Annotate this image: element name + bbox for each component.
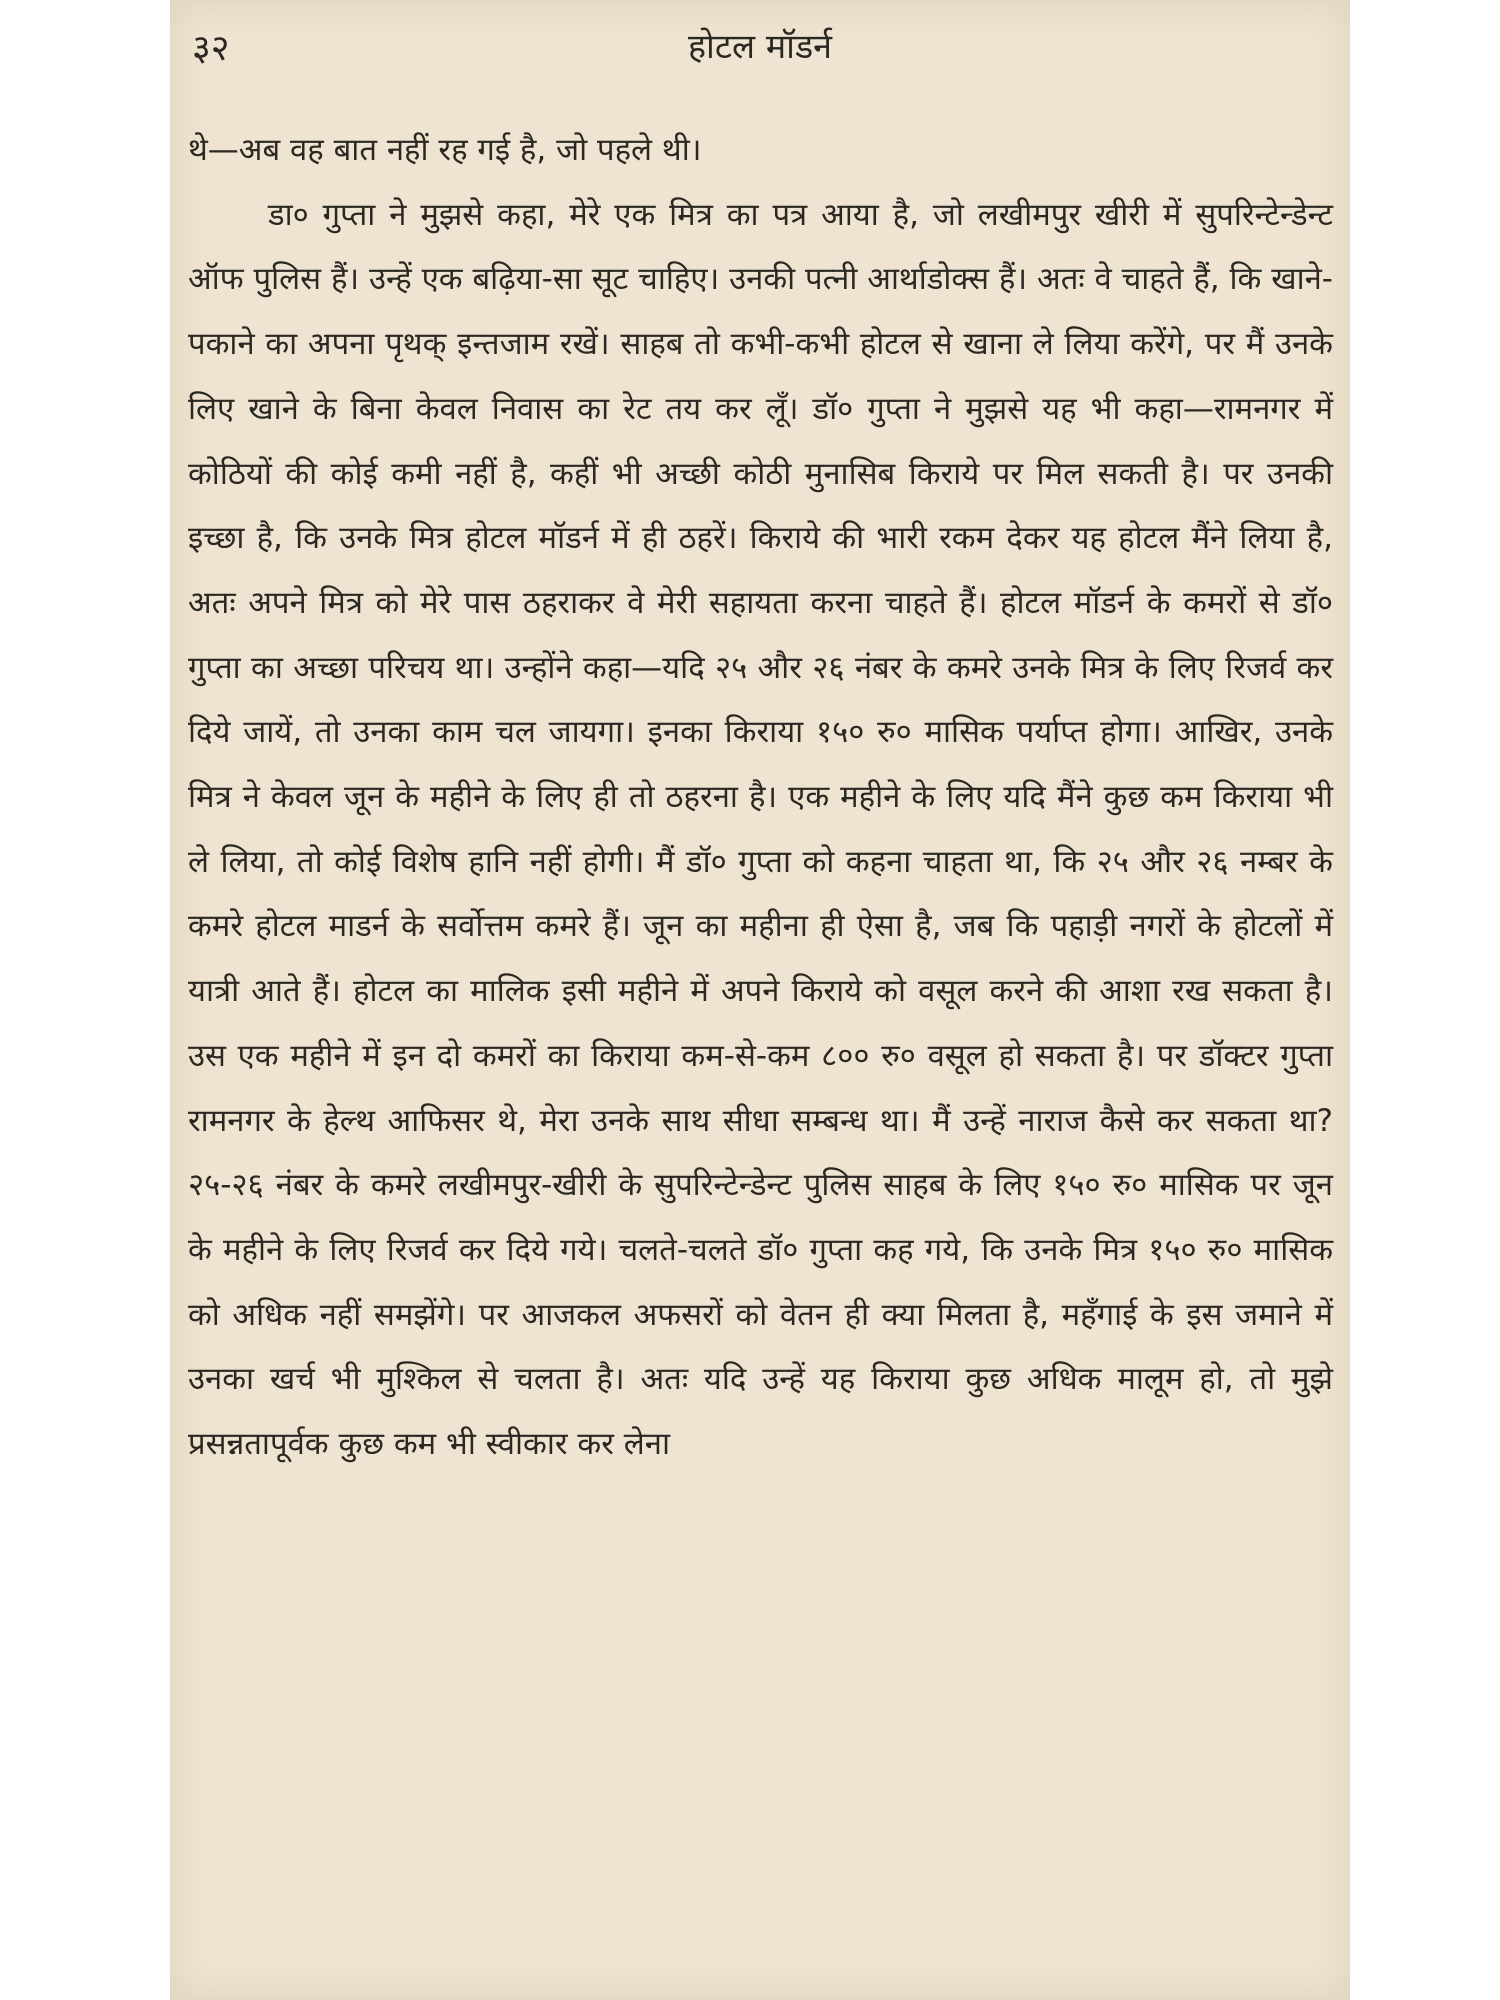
book-page (170, 0, 1350, 2000)
running-title: होटल मॉडर्न (687, 27, 833, 67)
page-header (170, 18, 1350, 78)
page-number: ३२ (192, 28, 230, 69)
paragraph: डा० गुप्ता ने मुझसे कहा, मेरे एक मित्र का पत्र आया है, जो लखीमपुर खीरी में सुपरिन्टेन्डेन्ट ऑफ पुलिस हैं। उन्हें एक बढ़िया-सा सूट चाहिए। उनकी पत्नी आर्थाडोक्स हैं। अतः वे चाहते हैं, कि खाने-पकाने का अपना पृथक् इन्तजाम रखें। साहब तो कभी-कभी होटल से खाना ले लिया करेंगे, पर मैं उनके लिए खाने के बिना केवल निवास का रेट तय कर लूँ। डॉ० गुप्ता ने मुझसे यह भी कहा—रामनगर में कोठियों की कोई कमी नहीं है, कहीं भी अच्छी कोठी मुनासिब किराये पर मिल सकती है। पर उनकी इच्छा है, कि उनके मित्र होटल मॉडर्न में ही ठहरें। किराये की भारी रकम देकर यह होटल मैंने लिया है, अतः अपने मित्र को मेरे पास ठहराकर वे मेरी सहायता करना चाहते हैं। होटल मॉडर्न के कमरों से डॉ० गुप्ता का अच्छा परिचय था। उन्होंने कहा—यदि २५ और २६ नंबर के कमरे उनके मित्र के लिए रिजर्व कर दिये जायें, तो उनका काम चल जायगा। इनका किराया १५० रु० मासिक पर्याप्त होगा। आखिर, उनके मित्र ने केवल जून के महीने के लिए ही तो ठहरना है। एक महीने के लिए यदि मैंने कुछ कम किराया भी ले लिया, तो कोई विशेष हानि नहीं होगी। मैं डॉ० गुप्ता को कहना चाहता था, कि २५ और २६ नम्बर के कमरे होटल माडर्न के सर्वोत्तम कमरे हैं। जून का महीना ही ऐसा है, जब कि पहाड़ी नगरों के होटलों में यात्री आते हैं। होटल का मालिक इसी महीने में अपने किराये को वसूल करने की आशा रख सकता है। उस एक महीने में इन दो कमरों का किराया कम-से-कम ८०० रु० वसूल हो सकता है। पर डॉक्टर गुप्ता रामनगर के हेल्थ आफिसर थे, मेरा उनके साथ सीधा सम्बन्ध था। मैं उन्हें नाराज कैसे कर सकता था? २५-२६ नंबर के कमरे लखीमपुर-खीरी के सुपरिन्टेन्डेन्ट पुलिस साहब के लिए १५० रु० मासिक पर जून के महीने के लिए रिजर्व कर दिये गये। चलते-चलते डॉ० गुप्ता कह गये, कि उनके मित्र १५० रु० मासिक को अधिक नहीं समझेंगे। पर आजकल अफसरों को वेतन ही क्या मिलता है, महँगाई के इस जमाने में उनका खर्च भी मुश्किल से चलता है। अतः यदि उन्हें यह किराया कुछ अधिक मालूम हो, तो मुझे प्रसन्नतापूर्वक कुछ कम भी स्वीकार कर लेना (188, 196, 1333, 1463)
paragraph-continued: थे—अब वह बात नहीं रह गई है, जो पहले थी। (188, 132, 702, 168)
body-text (188, 118, 1333, 1477)
